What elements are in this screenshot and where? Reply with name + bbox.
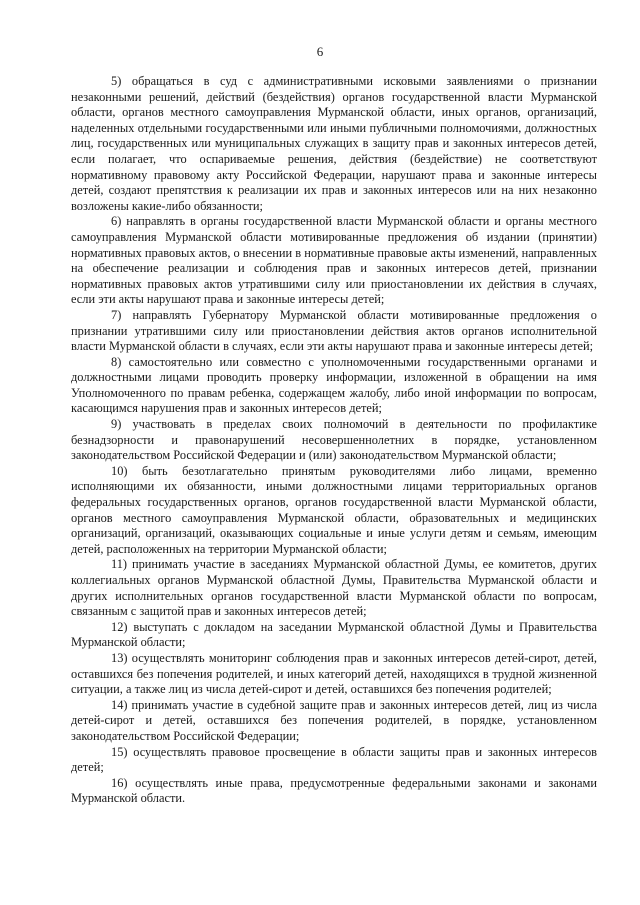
paragraph-8: 8) самостоятельно или совместно с уполномоченными государственными органами и должностными лицами проводить проверку информации, изложенной в обращении на имя Уполномоченного по правам ребенка, содержащем жалобу, либо иной информации по вопросам, касающимся нарушения прав и законных интересов детей; (71, 354, 597, 416)
paragraph-6: 6) направлять в органы государственной власти Мурманской области и органы местного самоуправления Мурманской области мотивированные предложения об издании (принятии) нормативных правовых актов, о внесении в нормативные правовые акты изменений, направленных на обеспечение реализации и соблюдения прав и законных интересов детей, признании нормативных правовых актов утратившими силу или приостановлении их действия в случаях, если эти акты нарушают права и законные интересы детей; (71, 214, 598, 307)
paragraph-5: 5) обращаться в суд с административными исковыми заявлениями о признании незаконными решений, действий (бездействия) органов государственной власти Мурманской области, органов местного самоуправления Мурманской области, иных органов, организаций, наделенных отдельными государственными или иными публичными полномочиями, должностных лиц, государственных или муниципальных служащих в защиту прав и законных интересов детей, если полагает, что оспариваемые решения, действия (бездействие) не соответствуют нормативному правовому акту Российской Федерации, нарушают права и законные интересы детей, создают препятствия к реализации их прав и законных интересов или на них незаконно возложены какие-либо обязанности; (71, 74, 597, 213)
paragraph-15: 15) осуществлять правовое просвещение в области защиты прав и законных интересов детей; (71, 744, 597, 775)
paragraph-11: 11) принимать участие в заседаниях Мурманской областной Думы, ее комитетов, других коллегиальных органов Мурманской областной Думы, Правительства Мурманской области и других исполнительных органов государственной власти Мурманской области по вопросам, связанным с защитой прав и законных интересов детей; (71, 557, 597, 619)
paragraph-7: 7) направлять Губернатору Мурманской области мотивированные предложения о признании утратившими силу или приостановлении действия актов органов исполнительной власти Мурманской области в случаях, если эти акты нарушают права и законные интересы детей; (71, 307, 597, 354)
document-body (71, 74, 597, 807)
page-number: 6 (316, 44, 324, 59)
paragraph-14: 14) принимать участие в судебной защите прав и законных интересов детей, лиц из числа детей-сирот и детей, оставшихся без попечения родителей, в порядке, установленном законодательством Российской Федерации; (71, 697, 597, 743)
paragraph-16: 16) осуществлять иные права, предусмотренные федеральными законами и законами Мурманской области. (71, 775, 597, 806)
paragraph-9: 9) участвовать в пределах своих полномочий в деятельности по профилактике безнадзорности и правонарушений несовершеннолетних в порядке, установленном законодательством Российской Федерации и (или) законодательством Мурманской области; (71, 417, 597, 463)
paragraph-13: 13) осуществлять мониторинг соблюдения прав и законных интересов детей-сирот, детей, оставшихся без попечения родителей, и иных категорий детей, находящихся в трудной жизненной ситуации, а также лиц из числа детей-сирот и детей, оставшихся без попечения родителей; (71, 650, 597, 697)
paragraph-10: 10) быть безотлагательно принятым руководителями либо лицами, временно исполняющими их обязанности, иными должностными лицами территориальных органов федеральных государственных органов, органов государственной власти Мурманской области, органов местного самоуправления Мурманской области, образовательных и медицинских организаций, организаций, оказывающих социальные и иные услуги детям и семьям, имеющим детей, расположенных на территории Мурманской области; (71, 463, 597, 556)
paragraph-12: 12) выступать с докладом на заседании Мурманской областной Думы и Правительства Мурманской области; (71, 619, 597, 650)
